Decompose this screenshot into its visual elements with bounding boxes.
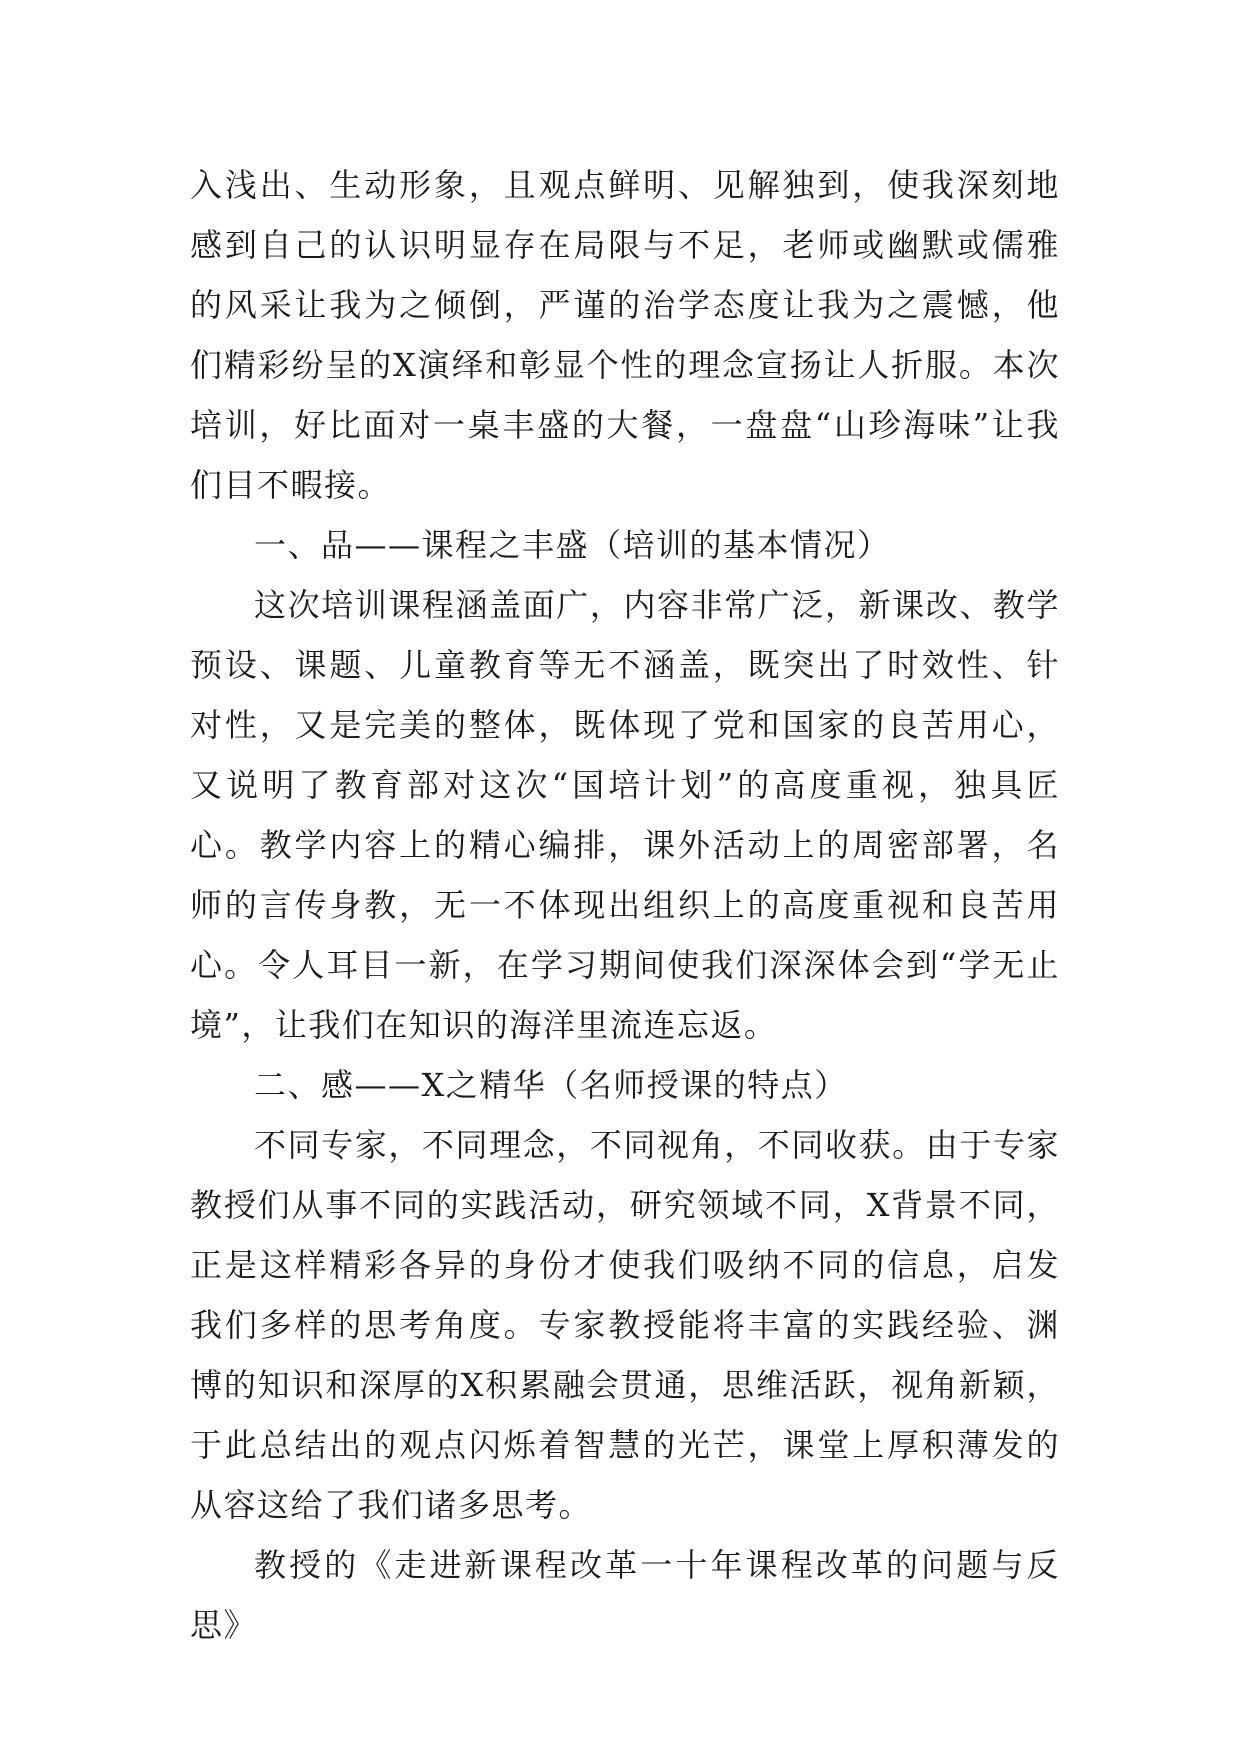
section-heading-2: 二、感——X之精华（名师授课的特点） xyxy=(254,1066,848,1104)
paragraph-teaching-features: 不同专家，不同理念，不同视角，不同收获。由于专家教授们从事不同的实践活动，研究领域不同，X背景不同，正是这样精彩各异的身份才使我们吸纳不同的信息，启发我们多样的思考角度。专家教授能将丰富的实践经验、渊博的知识和深厚的X积累融会贯通，思维活跃，视角新颖，于此总结出的观点闪烁着智慧的光芒，课堂上厚积薄发的从容这给了我们诸多思考。 xyxy=(190,1126,1060,1524)
paragraph-professor-lecture: 教授的《走进新课程改革一十年课程改革的问题与反思》 xyxy=(190,1546,1060,1644)
paragraph-course-overview: 这次培训课程涵盖面广，内容非常广泛，新课改、教学预设、课题、儿童教育等无不涵盖，既突出了时效性、针对性，又是完美的整体，既体现了党和国家的良苦用心，又说明了教育部对这次“国培计划”的高度重视，独具匠心。教学内容上的精心编排，课外活动上的周密部署，名师的言传身教，无一不体现出组织上的高度重视和良苦用心。令人耳目一新，在学习期间使我们深深体会到“学无止境”，让我们在知识的海洋里流连忘返。 xyxy=(190,586,1060,1044)
paragraph-continuation: 入浅出、生动形象，且观点鲜明、见解独到，使我深刻地感到自己的认识明显存在局限与不足，老师或幽默或儒雅的风采让我为之倾倒，严谨的治学态度让我为之震憾，他们精彩纷呈的X演绎和彰显个性的理念宣扬让人折服。本次培训，好比面对一桌丰盛的大餐，一盘盘“山珍海味”让我们目不暇接。 xyxy=(190,166,1060,504)
section-heading-1: 一、品——课程之丰盛（培训的基本情况） xyxy=(254,526,891,564)
document-body xyxy=(190,155,1060,1655)
